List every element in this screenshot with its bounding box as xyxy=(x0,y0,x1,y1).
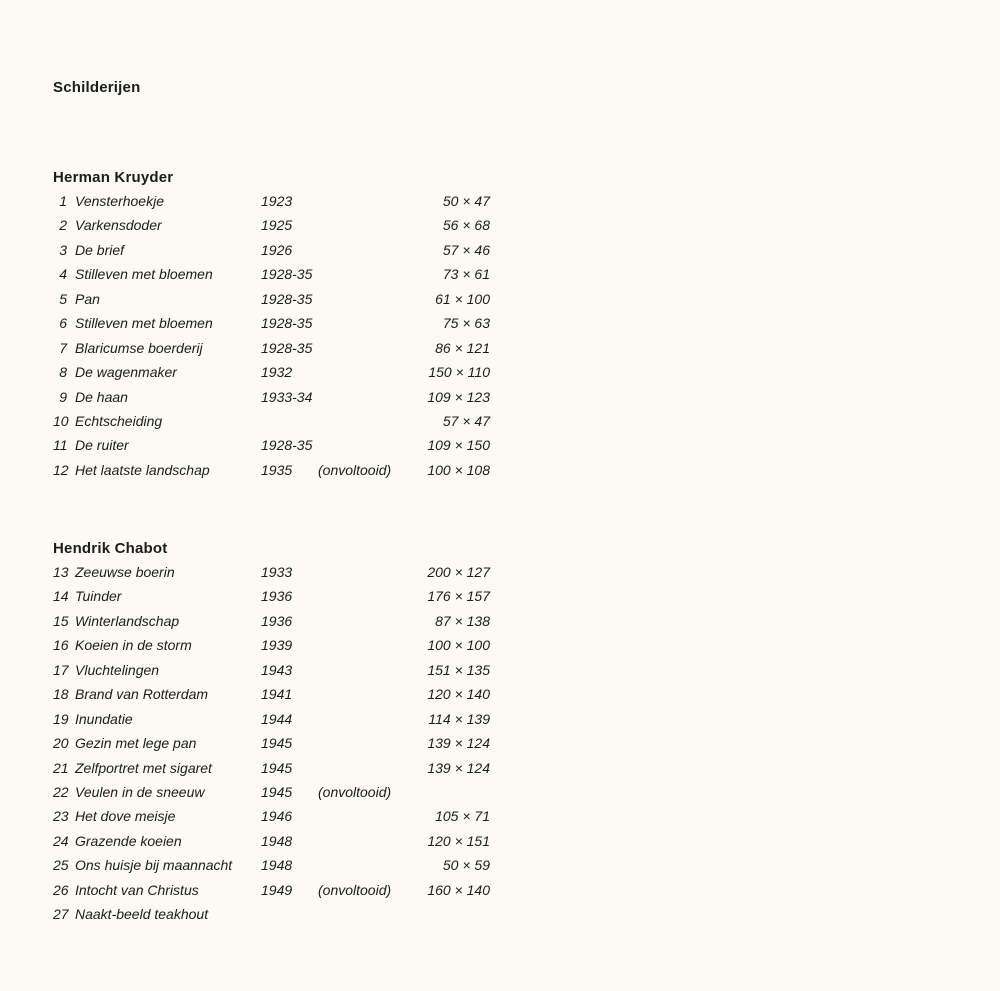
work-number: 18 xyxy=(53,686,69,703)
work-dimensions: 56 × 68 xyxy=(442,217,490,234)
work-dimensions: 50 × 47 xyxy=(442,193,490,209)
list-item xyxy=(53,238,513,262)
work-dimensions: 75 × 63 xyxy=(442,315,490,332)
work-year: 1933-34 xyxy=(261,388,313,405)
list-item xyxy=(53,829,513,853)
work-year: 1948 xyxy=(261,857,293,874)
work-dimensions: 139 × 124 xyxy=(427,759,490,776)
list-item xyxy=(53,458,513,482)
work-dimensions: 139 × 124 xyxy=(427,735,490,752)
work-year: 1945 xyxy=(261,783,293,800)
work-note: (onvoltooid) xyxy=(318,461,392,478)
work-number: 4 xyxy=(59,266,67,283)
work-title: Intocht van Christus xyxy=(75,881,199,898)
work-number: 3 xyxy=(59,241,67,258)
list-item xyxy=(53,213,513,237)
work-year: 1939 xyxy=(261,637,293,654)
work-title: Blaricumse boerderij xyxy=(75,339,203,356)
work-year: 1948 xyxy=(261,832,293,849)
work-number: 27 xyxy=(53,906,69,923)
list-item xyxy=(53,756,513,780)
work-title: Pan xyxy=(75,290,100,307)
list-item xyxy=(53,189,513,213)
work-number: 15 xyxy=(53,612,69,629)
work-year: 1928-35 xyxy=(261,290,313,307)
work-dimensions: 86 × 121 xyxy=(435,339,490,356)
list-item xyxy=(53,262,513,286)
artist-heading: Hendrik Chabot xyxy=(53,540,168,557)
section-herman-kruyder xyxy=(53,167,513,482)
work-number: 19 xyxy=(53,710,69,727)
list-item xyxy=(53,853,513,877)
work-number: 20 xyxy=(53,735,69,752)
work-number: 21 xyxy=(53,759,69,776)
work-number: 12 xyxy=(53,461,69,478)
work-title: Inundatie xyxy=(75,710,133,727)
work-dimensions: 73 × 61 xyxy=(442,266,490,283)
work-year: 1928-35 xyxy=(261,437,313,454)
work-dimensions: 120 × 151 xyxy=(427,832,490,849)
work-dimensions: 109 × 150 xyxy=(427,437,490,454)
work-title: Varkensdoder xyxy=(75,217,162,234)
list-item xyxy=(53,409,513,433)
work-title: De brief xyxy=(75,241,125,258)
work-title: Ons huisje bij maannacht xyxy=(75,857,233,874)
work-number: 5 xyxy=(59,290,67,307)
work-dimensions: 100 × 100 xyxy=(427,637,490,654)
work-number: 25 xyxy=(53,857,69,874)
work-title: Stilleven met bloemen xyxy=(75,266,213,283)
work-year: 1945 xyxy=(261,735,293,752)
work-dimensions: 120 × 140 xyxy=(427,686,490,703)
list-item xyxy=(53,385,513,409)
list-item xyxy=(53,902,513,926)
work-year: 1928-35 xyxy=(261,339,313,356)
work-dimensions: 57 × 46 xyxy=(442,241,490,258)
work-number: 16 xyxy=(53,637,69,654)
list-item xyxy=(53,780,513,804)
work-year: 1923 xyxy=(261,193,293,209)
list-item xyxy=(53,633,513,657)
list-item xyxy=(53,731,513,755)
work-title: De haan xyxy=(75,388,128,405)
work-year: 1941 xyxy=(261,686,293,703)
work-number: 1 xyxy=(59,193,67,209)
work-note: (onvoltooid) xyxy=(318,881,392,898)
work-title: Stilleven met bloemen xyxy=(75,315,213,332)
work-title: Het dove meisje xyxy=(75,808,176,825)
work-year: 1926 xyxy=(261,241,293,258)
work-number: 11 xyxy=(53,437,68,454)
work-dimensions: 160 × 140 xyxy=(427,881,490,898)
work-dimensions: 87 × 138 xyxy=(435,612,490,629)
work-number: 22 xyxy=(53,783,69,800)
work-title: Zeeuwse boerin xyxy=(75,564,175,580)
works-list xyxy=(53,189,513,482)
list-item xyxy=(53,707,513,731)
page-title: Schilderijen xyxy=(53,79,141,96)
work-title: Tuinder xyxy=(75,588,122,605)
list-item xyxy=(53,287,513,311)
work-year: 1932 xyxy=(261,364,293,381)
list-item xyxy=(53,878,513,902)
work-number: 23 xyxy=(53,808,69,825)
work-year: 1944 xyxy=(261,710,293,727)
work-dimensions: 114 × 139 xyxy=(428,710,490,727)
work-number: 2 xyxy=(59,217,67,234)
list-item xyxy=(53,560,513,584)
work-year: 1945 xyxy=(261,759,293,776)
list-item xyxy=(53,311,513,335)
work-number: 10 xyxy=(53,412,69,429)
list-item xyxy=(53,658,513,682)
work-number: 26 xyxy=(53,881,69,898)
work-title: Vluchtelingen xyxy=(75,661,160,678)
work-title: Veulen in de sneeuw xyxy=(75,783,205,800)
work-title: Vensterhoekje xyxy=(75,193,164,209)
work-dimensions: 61 × 100 xyxy=(435,290,490,307)
work-year: 1943 xyxy=(261,661,293,678)
work-dimensions: 150 × 110 xyxy=(428,364,490,381)
work-dimensions: 105 × 71 xyxy=(435,808,490,825)
work-dimensions: 100 × 108 xyxy=(427,461,490,478)
work-year: 1935 xyxy=(261,461,293,478)
work-title: Brand van Rotterdam xyxy=(75,686,209,703)
work-number: 7 xyxy=(59,339,67,356)
work-title: Zelfportret met sigaret xyxy=(75,759,212,776)
work-note: (onvoltooid) xyxy=(318,783,392,800)
list-item xyxy=(53,584,513,608)
work-number: 17 xyxy=(53,661,69,678)
list-item xyxy=(53,682,513,706)
work-title: Echtscheiding xyxy=(75,412,163,429)
work-dimensions: 109 × 123 xyxy=(427,388,490,405)
section-hendrik-chabot xyxy=(53,538,513,927)
work-year: 1925 xyxy=(261,217,293,234)
work-year: 1928-35 xyxy=(261,315,313,332)
artist-heading: Herman Kruyder xyxy=(53,169,174,186)
work-year: 1949 xyxy=(261,881,293,898)
list-item xyxy=(53,433,513,457)
work-title: Naakt-beeld teakhout xyxy=(75,906,209,923)
work-number: 24 xyxy=(53,832,69,849)
work-title: Gezin met lege pan xyxy=(75,735,197,752)
work-year: 1933 xyxy=(261,564,293,580)
work-year: 1946 xyxy=(261,808,293,825)
work-dimensions: 151 × 135 xyxy=(427,661,490,678)
work-year: 1936 xyxy=(261,612,293,629)
work-number: 14 xyxy=(53,588,69,605)
work-title: Het laatste landschap xyxy=(75,461,210,478)
work-title: De wagenmaker xyxy=(75,364,177,381)
work-title: Grazende koeien xyxy=(75,832,182,849)
works-list xyxy=(53,560,513,927)
work-title: Koeien in de storm xyxy=(75,637,192,654)
work-number: 8 xyxy=(59,364,67,381)
work-dimensions: 57 × 47 xyxy=(442,412,490,429)
list-item xyxy=(53,609,513,633)
list-item xyxy=(53,360,513,384)
work-number: 9 xyxy=(59,388,67,405)
work-title: Winterlandschap xyxy=(75,612,180,629)
work-year: 1936 xyxy=(261,588,293,605)
work-dimensions: 200 × 127 xyxy=(427,564,490,580)
work-number: 13 xyxy=(53,564,69,580)
list-item xyxy=(53,804,513,828)
list-item xyxy=(53,336,513,360)
work-title: De ruiter xyxy=(75,437,129,454)
work-year: 1928-35 xyxy=(261,266,313,283)
work-dimensions: 50 × 59 xyxy=(442,857,490,874)
work-number: 6 xyxy=(59,315,67,332)
work-dimensions: 176 × 157 xyxy=(427,588,490,605)
